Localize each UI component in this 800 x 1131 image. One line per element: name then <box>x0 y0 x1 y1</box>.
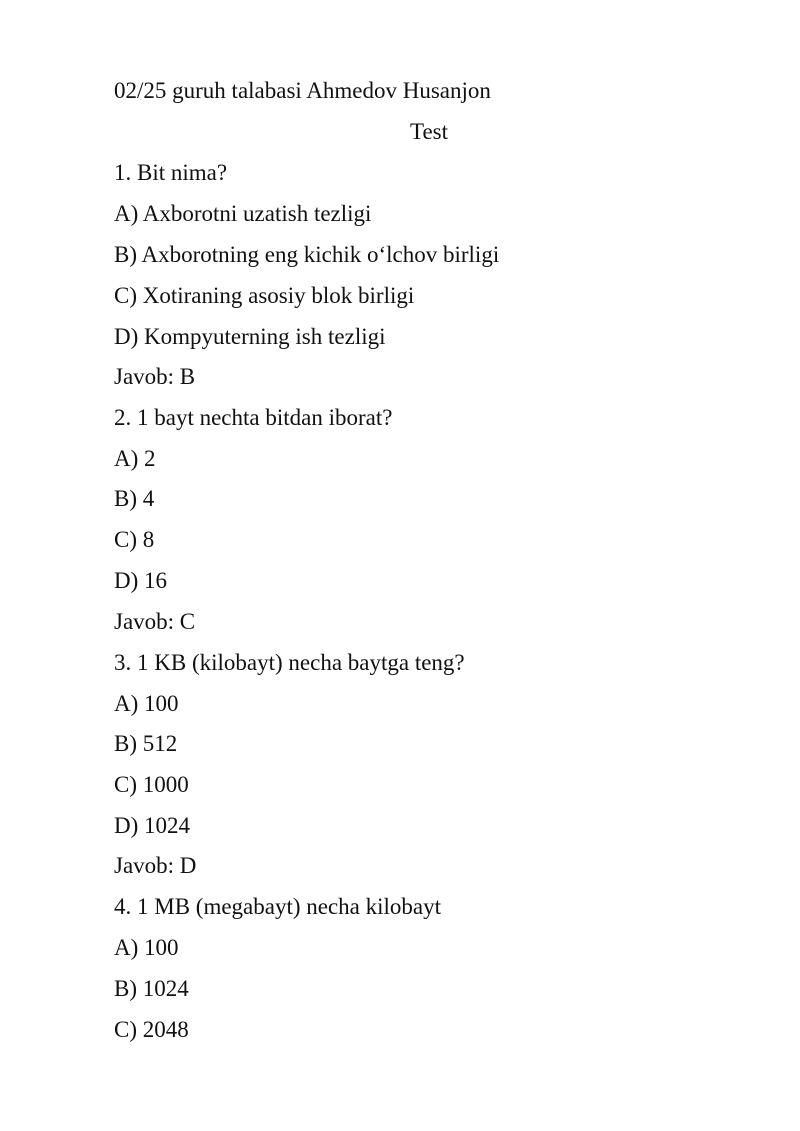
question-1-answer: Javob: B <box>114 364 196 389</box>
question-3: 3. 1 KB (kilobayt) necha baytga teng? <box>114 650 465 675</box>
question-3-option-a: A) 100 <box>114 691 179 716</box>
question-2-answer: Javob: C <box>114 609 196 634</box>
question-4-option-b: B) 1024 <box>114 976 189 1001</box>
question-2-option-a: A) 2 <box>114 446 156 471</box>
question-2-option-c: C) 8 <box>114 527 155 552</box>
question-4: 4. 1 MB (megabayt) necha kilobayt <box>114 894 442 919</box>
question-3-answer: Javob: D <box>114 853 197 878</box>
question-3-option-d: D) 1024 <box>114 813 191 838</box>
question-2-option-d: D) 16 <box>114 568 168 593</box>
question-1-option-a: A) Axborotni uzatish tezligi <box>114 201 372 226</box>
question-1-option-b: B) Axborotning eng kichik o‘lchov birligi <box>114 242 500 267</box>
question-3-option-c: C) 1000 <box>114 772 189 797</box>
question-2-option-b: B) 4 <box>114 486 155 511</box>
question-4-option-c: C) 2048 <box>114 1017 189 1042</box>
question-1: 1. Bit nima? <box>114 160 228 185</box>
question-1-option-d: D) Kompyuterning ish tezligi <box>114 324 386 349</box>
student-line: 02/25 guruh talabasi Ahmedov Husanjon <box>114 78 491 103</box>
question-1-option-c: C) Xotiraning asosiy blok birligi <box>114 283 415 308</box>
question-2: 2. 1 bayt nechta bitdan iborat? <box>114 405 393 430</box>
question-4-option-a: A) 100 <box>114 935 179 960</box>
page-title: Test <box>410 119 448 144</box>
question-3-option-b: B) 512 <box>114 731 178 756</box>
